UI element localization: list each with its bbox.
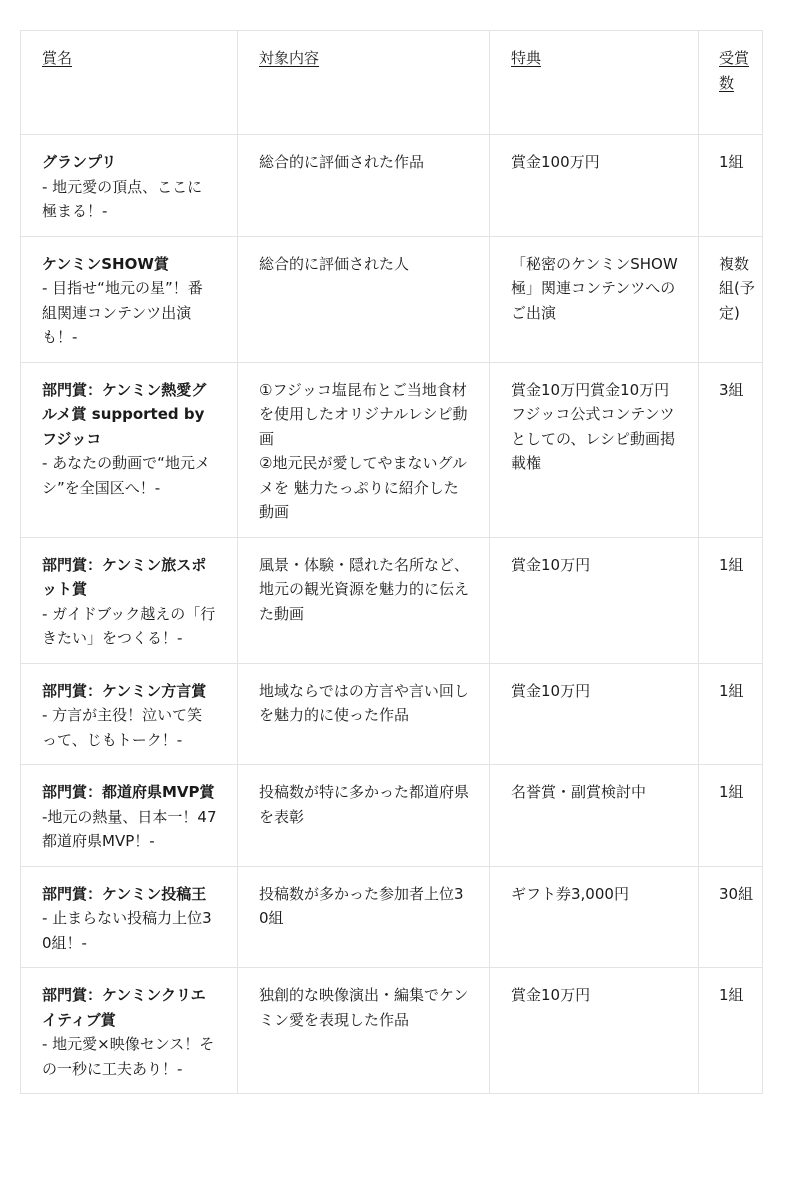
award-name: ケンミンSHOW賞 — [42, 254, 169, 273]
prize-text: 「秘密のケンミンSHOW極」関連コンテンツへのご出演 — [511, 254, 678, 322]
award-name: 部門賞：ケンミン方言賞 — [42, 681, 207, 700]
table-row — [21, 236, 763, 362]
table-row — [21, 362, 763, 537]
count-text: 複数組(予定) — [719, 254, 755, 322]
prize-text: 賞金100万円 — [511, 153, 600, 171]
prize-text: ギフト券3,000円 — [511, 884, 629, 903]
award-cell — [21, 663, 238, 765]
prize-cell — [490, 663, 699, 765]
header-target: 対象内容 — [238, 31, 490, 135]
award-cell — [21, 135, 238, 237]
award-cell — [21, 537, 238, 663]
awards-table — [20, 30, 763, 1094]
target-cell — [238, 135, 490, 237]
award-tagline: - 止まらない投稿力上位30組！- — [42, 909, 212, 952]
award-name: 部門賞：都道府県MVP賞 — [42, 783, 215, 801]
target-cell — [238, 537, 490, 663]
prize-cell — [490, 537, 699, 663]
count-text: 1組 — [719, 783, 744, 801]
table-row — [21, 765, 763, 867]
target-text: 独創的な映像演出・編集でケンミン愛を表現した作品 — [259, 986, 469, 1029]
count-cell — [699, 663, 763, 765]
table-row — [21, 135, 763, 237]
target-text: ②地元民が愛してやまないグルメを 魅力たっぷりに紹介した動画 — [259, 454, 467, 521]
prize-cell — [490, 135, 699, 237]
target-text: 総合的に評価された作品 — [259, 153, 425, 171]
prize-text: 賞金10万円賞金10万円フジッコ公式コンテンツとしての、レシピ動画掲載権 — [511, 380, 676, 472]
header-prize: 特典 — [490, 31, 699, 135]
count-text: 1組 — [719, 986, 744, 1004]
target-cell — [238, 236, 490, 362]
award-name: 部門賞：ケンミン投稿王 — [42, 884, 207, 903]
count-cell — [699, 537, 763, 663]
count-cell — [699, 236, 763, 362]
target-cell — [238, 663, 490, 765]
target-text: 投稿数が特に多かった都道府県を表彰 — [259, 783, 470, 826]
award-cell — [21, 968, 238, 1094]
prize-text: 賞金10万円 — [511, 681, 591, 700]
award-cell — [21, 765, 238, 867]
award-name: 部門賞：ケンミン旅スポット賞 — [42, 555, 207, 598]
prize-cell — [490, 236, 699, 362]
award-tagline: - 地元愛×映像センス！その一秒に工夫あり！- — [42, 1035, 215, 1078]
table-header — [21, 31, 763, 135]
prize-cell — [490, 765, 699, 867]
count-cell — [699, 765, 763, 867]
count-text: 30組 — [719, 884, 754, 903]
award-tagline: -地元の熱量、日本一！47都道府県MVP！- — [42, 807, 217, 850]
table-row — [21, 663, 763, 765]
award-cell — [21, 362, 238, 537]
award-tagline: - ガイドブック越えの「行きたい」をつくる！- — [42, 604, 216, 647]
award-name: 部門賞：ケンミンクリエイティブ賞 — [42, 986, 206, 1029]
prize-text: 賞金10万円 — [511, 986, 591, 1004]
count-text: 3組 — [719, 380, 744, 399]
award-name: 部門賞：ケンミン熱愛グルメ賞 supported by フジッコ — [42, 380, 207, 448]
count-cell — [699, 866, 763, 968]
target-text: 投稿数が多かった参加者上位30組 — [259, 884, 464, 927]
count-text: 1組 — [719, 681, 744, 700]
award-cell — [21, 866, 238, 968]
count-cell — [699, 362, 763, 537]
prize-text: 名誉賞・副賞検討中 — [511, 783, 647, 801]
table-row — [21, 866, 763, 968]
target-cell — [238, 866, 490, 968]
award-tagline: - あなたの動画で“地元メシ”を全国区へ！- — [42, 454, 210, 497]
prize-cell — [490, 866, 699, 968]
table-row — [21, 537, 763, 663]
target-text: ①フジッコ塩昆布とご当地食材を使用したオリジナルレシピ動画 — [259, 380, 468, 448]
count-text: 1組 — [719, 555, 744, 574]
target-text: 総合的に評価された人 — [259, 254, 410, 273]
header-row — [21, 31, 763, 135]
table-row — [21, 968, 763, 1094]
award-tagline: - 地元愛の頂点、ここに極まる！- — [42, 177, 203, 220]
prize-text: 賞金10万円 — [511, 555, 591, 574]
prize-cell — [490, 362, 699, 537]
award-cell — [21, 236, 238, 362]
awards-table-container — [20, 30, 762, 1094]
target-cell — [238, 968, 490, 1094]
target-cell — [238, 765, 490, 867]
table-body — [21, 135, 763, 1094]
count-cell — [699, 135, 763, 237]
prize-cell — [490, 968, 699, 1094]
header-count: 受賞数 — [699, 31, 763, 135]
award-tagline: - 目指せ“地元の星”！番組関連コンテンツ出演も！- — [42, 279, 203, 346]
target-cell — [238, 362, 490, 537]
header-award-name: 賞名 — [21, 31, 238, 135]
target-text: 風景・体験・隠れた名所など、地元の観光資源を魅力的に伝えた動画 — [259, 555, 470, 623]
award-tagline: - 方言が主役！泣いて笑って、じもトーク！- — [42, 706, 203, 749]
count-text: 1組 — [719, 153, 744, 171]
target-text: 地域ならではの方言や言い回しを魅力的に使った作品 — [259, 681, 469, 724]
count-cell — [699, 968, 763, 1094]
award-name: グランプリ — [42, 153, 117, 171]
